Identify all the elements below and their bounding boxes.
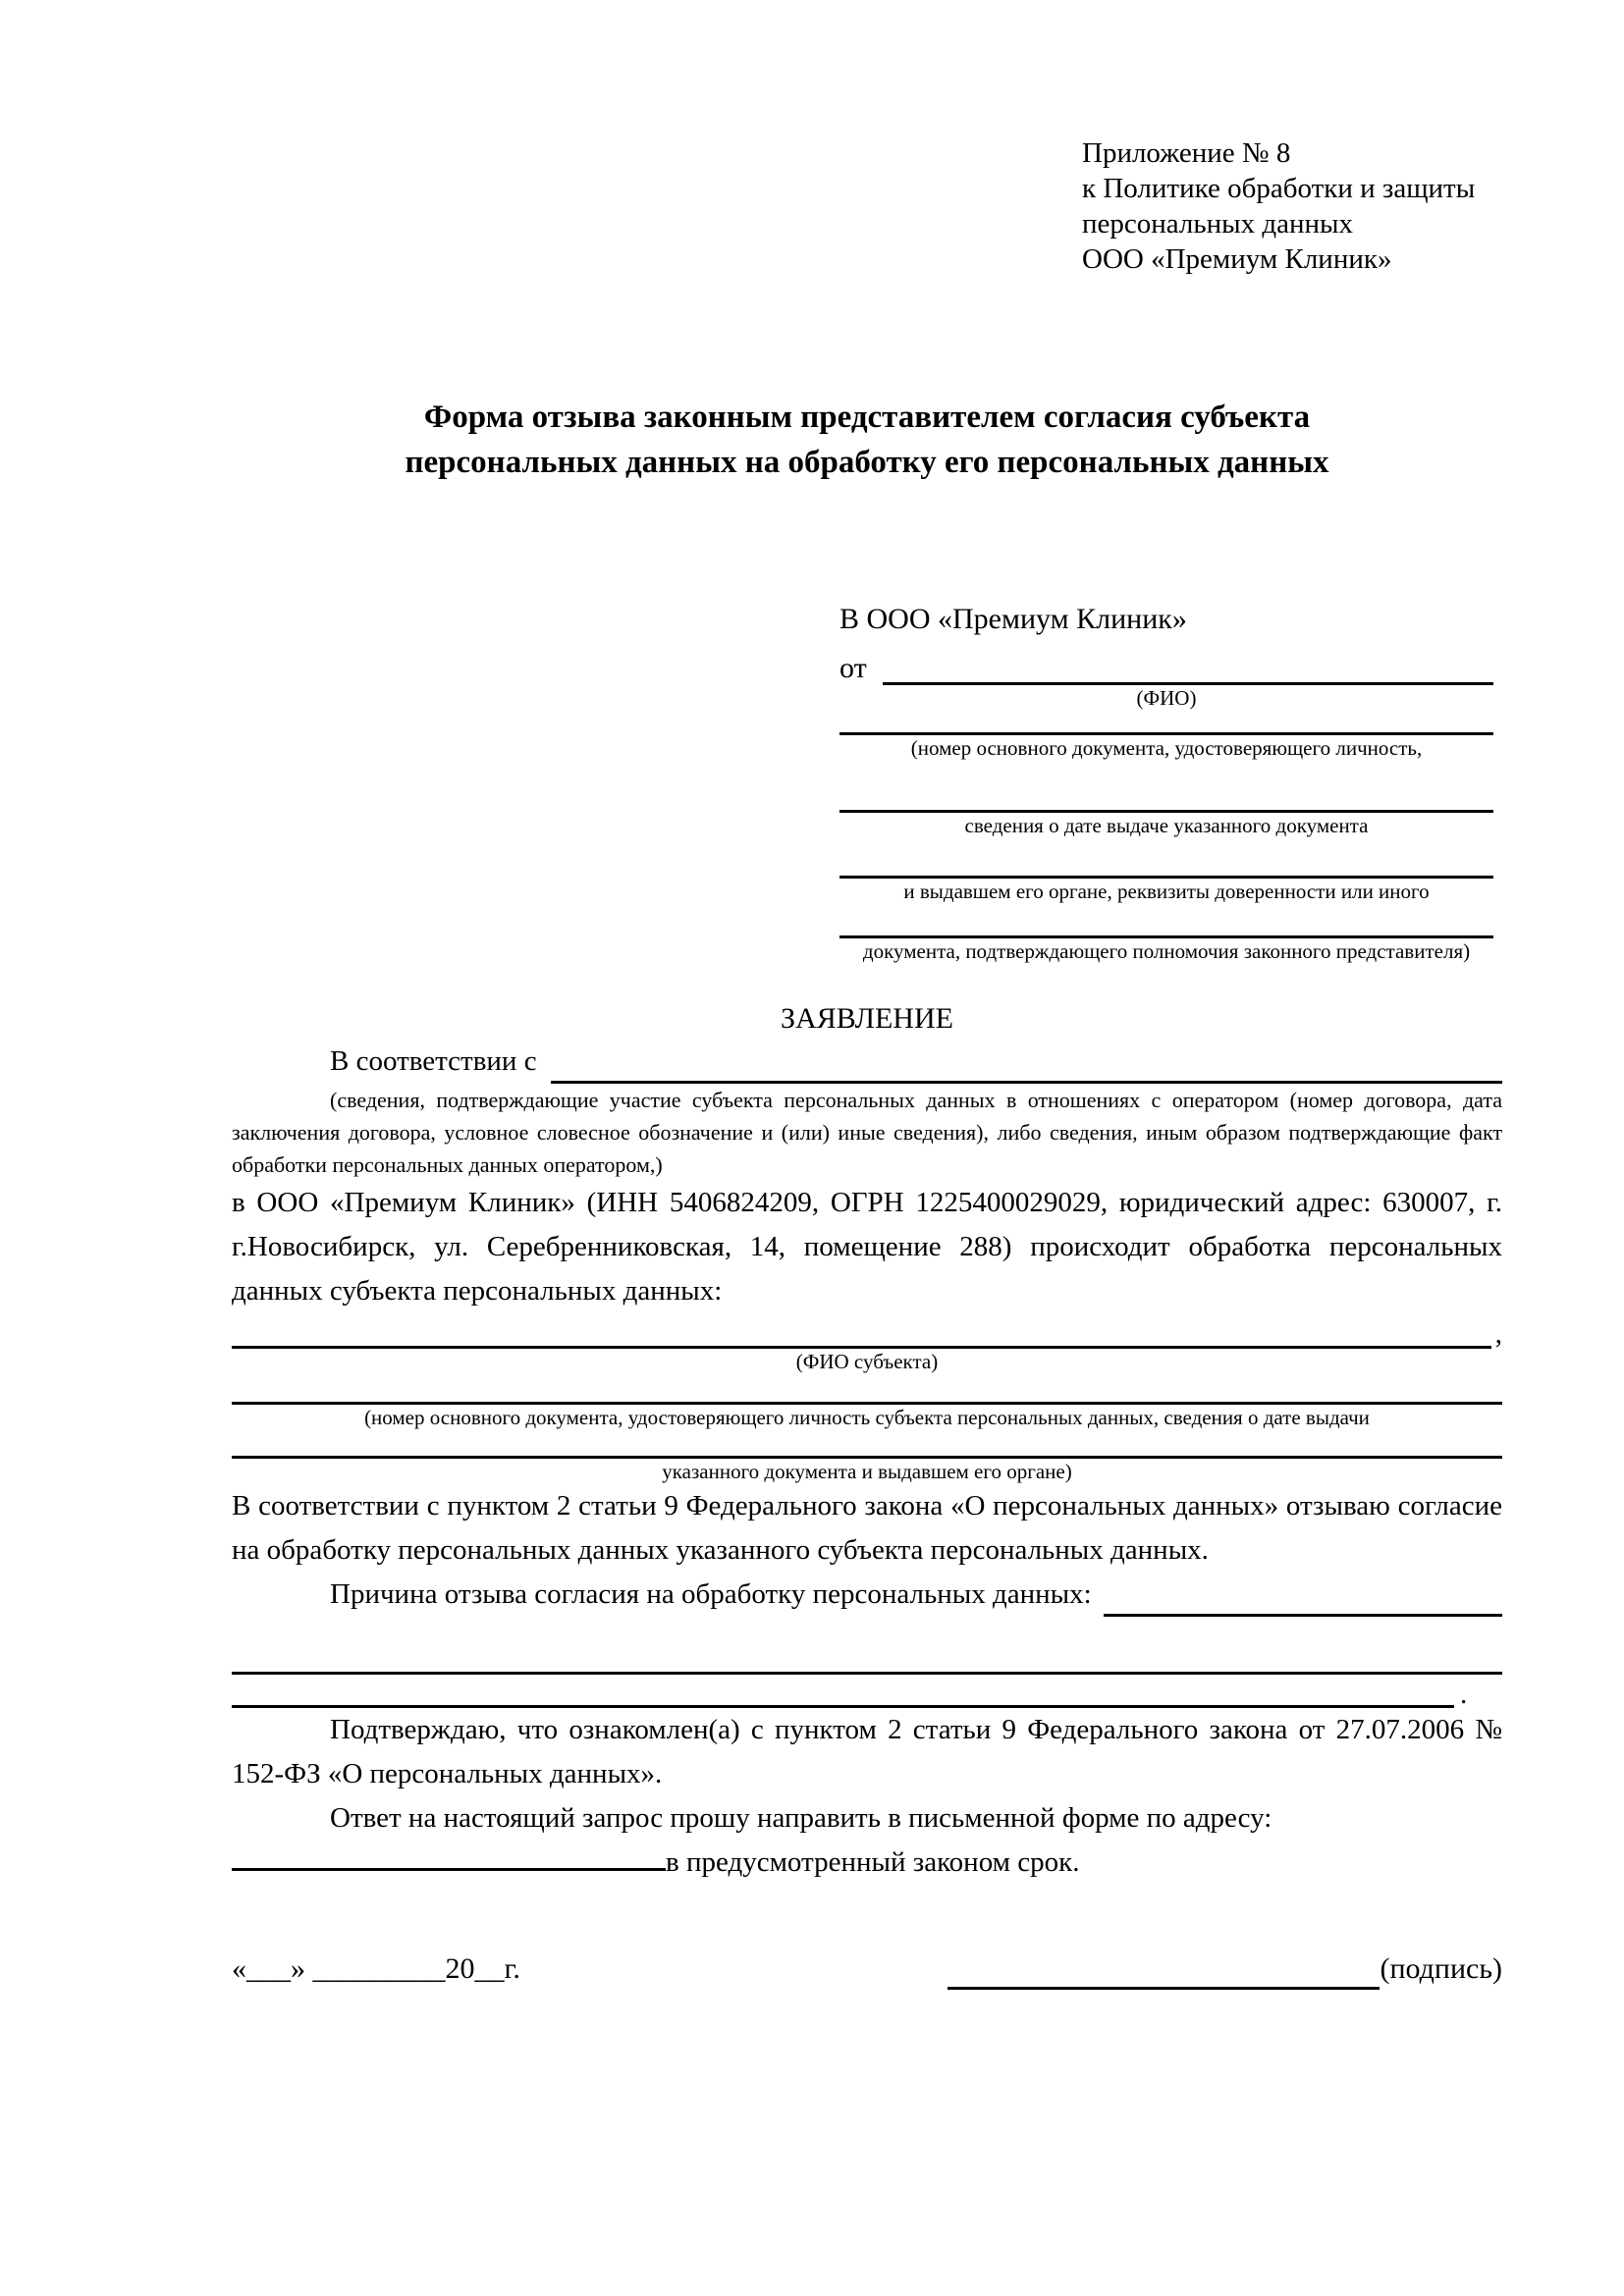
reply-address-row bbox=[232, 1841, 1502, 1885]
date-signature-row bbox=[232, 1949, 1502, 1990]
document-number-blank-line bbox=[839, 711, 1493, 735]
from-row bbox=[839, 640, 1493, 685]
subject-fio-line-suffix: , bbox=[1494, 1318, 1502, 1350]
signature-group bbox=[947, 1949, 1502, 1990]
subject-fio-blank-line bbox=[232, 1310, 1491, 1349]
reason-row bbox=[232, 1573, 1502, 1617]
reason-line-suffix: . bbox=[1460, 1679, 1468, 1710]
document-number-caption: (номер основного документа, удостоверяющего личность, bbox=[910, 736, 1423, 760]
intro-label: В соответствии с bbox=[330, 1045, 537, 1077]
annex-note-line: ООО «Премиум Клиник» bbox=[1082, 243, 1392, 275]
statement-heading: ЗАЯВЛЕНИЕ bbox=[781, 1002, 953, 1035]
subject-document-authority-caption: указанного документа и выдавшем его органе) bbox=[662, 1460, 1072, 1483]
reason-end-blank-line bbox=[232, 1672, 1454, 1708]
annex-note-line: к Политике обработки и защиты bbox=[1082, 173, 1476, 204]
subject-fio-row bbox=[232, 1313, 1502, 1349]
subject-document-caption: (номер основного документа, удостоверяющего личность субъекта персональных данных, сведения о дате выдачи bbox=[364, 1406, 1370, 1429]
intro-blank-line bbox=[551, 1038, 1502, 1084]
fio-caption: (ФИО) bbox=[1136, 686, 1197, 710]
subject-document-authority-blank-line bbox=[232, 1430, 1502, 1459]
issuing-authority-caption: и выдавшем его органе, реквизиты доверенности или иного bbox=[903, 880, 1430, 903]
fio-blank-line bbox=[883, 637, 1493, 685]
subject-fio-caption: (ФИО субъекта) bbox=[795, 1350, 939, 1373]
issuing-authority-blank-line bbox=[839, 838, 1493, 879]
annex-note-line: Приложение № 8 bbox=[1082, 137, 1291, 169]
document-title-line: Форма отзыва законным представителем согласия субъекта bbox=[423, 400, 1311, 435]
signature-blank-line bbox=[947, 1949, 1380, 1990]
reply-request-paragraph: Ответ на настоящий запрос прошу направить в письменной форме по адресу: bbox=[330, 1802, 1272, 1834]
annex-note bbox=[1082, 135, 1504, 277]
reply-address-blank-line bbox=[232, 1868, 666, 1871]
reason-continuation-blank-line bbox=[232, 1617, 1502, 1675]
statement-body bbox=[232, 997, 1502, 1885]
signature-caption: (подпись) bbox=[1380, 1952, 1502, 1985]
addressee-block bbox=[839, 599, 1493, 964]
subject-document-blank-line bbox=[232, 1374, 1502, 1405]
addressee-organization: В ООО «Премиум Клиник» bbox=[839, 603, 1187, 635]
reply-suffix: в предусмотренный законом срок. bbox=[666, 1846, 1080, 1878]
relation-details-note: (сведения, подтверждающие участие субъекта персональных данных в отношениях с оператором (номер договора, дата заключения договора, условное словесное обозначение и (или) иные сведения), либо сведения, иным образом подтверждающие факт обработки персональных данных оператором,) bbox=[232, 1088, 1502, 1177]
document-title-line: персональных данных на обработку его персональных данных bbox=[405, 445, 1329, 480]
reason-label: Причина отзыва согласия на обработку персональных данных: bbox=[330, 1578, 1092, 1610]
operator-paragraph: в ООО «Премиум Клиник» (ИНН 5406824209, ОГРН 1225400029029, юридический адрес: 630007, г. г.Новосибирск, ул. Серебренниковская, 14, помещение 288) происходит обработка персональных данных субъекта персональных данных: bbox=[232, 1187, 1502, 1307]
intro-row bbox=[232, 1041, 1502, 1084]
reason-end-row bbox=[232, 1675, 1502, 1708]
withdrawal-paragraph: В соответствии с пунктом 2 статьи 9 Федерального закона «О персональных данных» отзываю согласие на обработку персональных данных указанного субъекта персональных данных. bbox=[232, 1490, 1502, 1566]
issue-date-caption: сведения о дате выдаче указанного документа bbox=[964, 814, 1369, 837]
document-title bbox=[232, 395, 1502, 485]
representative-authority-blank-line bbox=[839, 904, 1493, 938]
issue-date-blank-line bbox=[839, 761, 1493, 813]
from-label: от bbox=[839, 652, 867, 684]
confirmation-paragraph: Подтверждаю, что ознакомлен(а) с пунктом 2 статьи 9 Федерального закона от 27.07.2006 № 152-ФЗ «О персональных данных». bbox=[232, 1714, 1502, 1789]
annex-note-line: персональных данных bbox=[1082, 208, 1354, 240]
date-placeholder: «___» _________20__г. bbox=[232, 1952, 520, 1985]
representative-authority-caption: документа, подтверждающего полномочия законного представителя) bbox=[862, 939, 1471, 963]
reason-blank-line bbox=[1104, 1570, 1502, 1617]
